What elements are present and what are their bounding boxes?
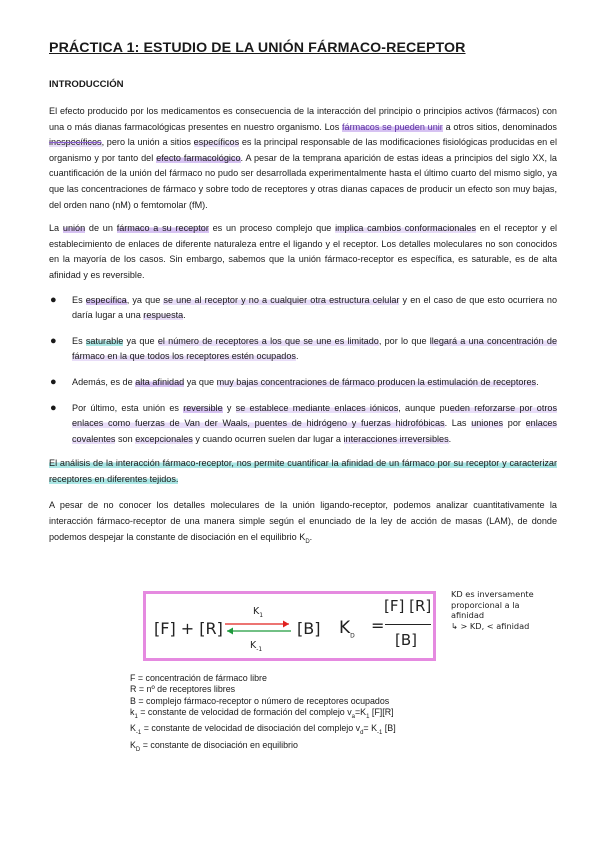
text-run: a otros sitios, denominados xyxy=(442,121,557,132)
highlight: fármaco a su receptor xyxy=(116,223,209,234)
text-run: , pero la unión a sitios xyxy=(101,137,194,148)
subscript: -1 xyxy=(135,730,142,737)
text-run: [F][R] xyxy=(369,707,394,718)
text-run: en el receptor y el establecimiento de enlaces de diferente naturaleza entre el ligando y el receptor. Los detalles moleculares no son conocidos en la mayoría de los casos. Sin embargo, sabemos que la unión fármaco-receptor es específica, es saturable, es de alta afinidad y es reversible. xyxy=(49,223,558,280)
definition-item xyxy=(130,723,396,739)
text-run: =K xyxy=(355,707,367,718)
fraction-bar xyxy=(385,624,431,625)
highlight: reversible xyxy=(183,402,223,413)
k-minus1-label xyxy=(250,640,262,653)
fraction-numerator: [F] [R] xyxy=(384,597,432,615)
text-run: , aunque pu xyxy=(398,402,450,413)
text-run: . Las xyxy=(444,418,472,429)
text-run: k xyxy=(130,707,135,718)
text-run: Por último, esta unión es xyxy=(72,402,184,413)
list-item xyxy=(49,293,557,324)
bullet-icon: ● xyxy=(50,293,57,306)
equilibrium-arrows xyxy=(223,618,293,638)
subscript: 1 xyxy=(134,714,138,720)
highlight: eden reforzarse por otros enlaces como fuerzas de Van der Waals, puentes de hidrógeno y fuerzas hidrofóbicas xyxy=(72,402,557,429)
highlight: el número de receptores a los que se une es limitado xyxy=(157,335,379,346)
kd-letter: K xyxy=(339,618,351,638)
key-sentence xyxy=(49,456,557,487)
equals-sign: = xyxy=(371,616,385,635)
k1-symbol: K xyxy=(253,606,260,617)
text-run: = constante de velocidad de formación del complejo v xyxy=(137,707,352,718)
text-run: Es xyxy=(72,335,86,346)
highlight: respuesta xyxy=(143,310,184,321)
highlight: fármacos se pueden unir xyxy=(342,121,443,132)
equation-box xyxy=(143,591,436,661)
list-item xyxy=(49,401,557,448)
note-line: ↳ > KD, < afinidad xyxy=(451,620,530,631)
highlight: inespecíficos xyxy=(49,137,102,148)
subscript: D xyxy=(305,538,310,545)
text-run: La xyxy=(49,223,63,234)
definition-item: R = nº de receptores libres xyxy=(130,684,236,695)
highlight: alta afinidad xyxy=(135,376,185,387)
highlight: saturable xyxy=(85,335,124,346)
subscript: D xyxy=(350,632,355,640)
highlight: específicos xyxy=(193,137,240,148)
subscript: a xyxy=(351,714,355,720)
lam-paragraph: A pesar de no conocer los detalles moleculares de la unión ligando-receptor, podemos analizar cuantitativamente la interacción fármaco-receptor de una manera simple según el enunciado de la ley de acción de masas (LAM), de donde podemos despejar la constante de disociación en el equilibrio $K_D$. xyxy=(49,500,557,545)
subscript: 1 xyxy=(366,714,370,720)
text-run: A pesar de no conocer los detalles moleculares de la unión ligando-receptor, podemos analizar cuantitativamente la interacción fármaco-receptor de una manera simple según el enunciado de la ley de acción de masas (LAM), de donde podemos despejar la constante de disociación en el equilibrio K xyxy=(49,500,557,542)
highlight: muy bajas concentraciones de fármaco producen la estimulación de receptores xyxy=(216,376,537,387)
subscript: 1 xyxy=(259,611,264,619)
text-run: K xyxy=(130,723,136,734)
highlight: implica cambios conformacionales xyxy=(335,223,477,234)
k-minus1-symbol: K xyxy=(250,640,257,651)
bullet-icon: ● xyxy=(50,401,57,414)
properties-list xyxy=(49,293,557,448)
text-run: Además, es de xyxy=(72,376,136,387)
text-run: El efecto producido por los medicamentos es consecuencia de la interacción del principio o principios activos (fármacos) con una o más dianas farmacológicas presentes en nuestro organismo. Los xyxy=(49,106,557,132)
text-run: es la principal responsable de las modificaciones fisiológicas producidas en el organismo y por tanto del xyxy=(49,137,557,163)
highlight: El análisis de la interacción fármaco-receptor, nos permite cuantificar la afinidad de un fármaco por su receptor y caracterizar receptores en diferentes tejidos. xyxy=(49,458,557,484)
document-page xyxy=(49,40,557,550)
text-run: [B] xyxy=(382,723,396,734)
highlight: llegará a una concentración de fármaco en la que todos los receptores estén ocupados xyxy=(72,335,558,362)
highlight: interacciones irreversibles xyxy=(343,433,449,444)
highlight: se establece mediante enlaces iónicos xyxy=(235,402,399,413)
highlight: efecto farmacológico xyxy=(156,152,241,163)
list-item xyxy=(49,375,557,391)
text-run: y en el caso de que esto ocurriera no daría lugar a una xyxy=(72,294,557,321)
definition-item: F = concentración de fármaco libre xyxy=(130,673,267,683)
text-run: , ya que xyxy=(126,294,164,305)
text-run: = K xyxy=(363,723,377,734)
section-heading: INTRODUCCIÓN xyxy=(49,79,124,90)
highlight: excepcionales xyxy=(135,433,193,444)
page-title: PRÁCTICA 1: ESTUDIO DE LA UNIÓN FÁRMACO-RECEPTOR xyxy=(49,40,466,56)
definitions-list xyxy=(130,673,396,756)
text-run: ya que xyxy=(123,335,158,346)
definition-item xyxy=(130,707,396,723)
highlight: específica xyxy=(85,294,127,305)
note-line: KD es inversamente xyxy=(451,589,534,599)
text-run: = constante de disociación en equilibrio xyxy=(140,739,298,750)
highlight: uniones xyxy=(471,418,504,429)
text-run: y xyxy=(222,402,236,413)
text-run: = constante de velocidad de disociación del complejo v xyxy=(141,723,361,734)
definition-item xyxy=(130,740,396,756)
text-run: Es xyxy=(72,294,86,305)
kd-symbol xyxy=(339,618,355,639)
text-run: . xyxy=(183,310,186,321)
intro-paragraph-1 xyxy=(49,104,557,213)
subscript: -1 xyxy=(377,730,383,737)
list-item xyxy=(49,334,557,365)
text-run: K xyxy=(130,739,136,750)
text-run: . xyxy=(295,351,299,362)
equation-reactants: [F] + [R] xyxy=(154,619,223,638)
definition-item: B = complejo fármaco-receptor o número de receptores ocupados xyxy=(130,695,390,706)
text-run: . A pesar de la temprana aparición de estas ideas a principios del siglo XX, la cuantificación de la unión del fármaco no pudo ser desarrollada experimentalmente hasta el último cuarto del mismo siglo, ya que las concentraciones de fármaco y sobre todo de receptores y otras dianas capaces de producir un efecto son muy bajas, del orden nano (nM) o femtomolar (fM). xyxy=(49,152,557,210)
handwritten-note xyxy=(451,589,563,631)
text-run: . xyxy=(536,376,539,387)
text-run: , por lo que xyxy=(378,335,430,346)
note-line: afinidad xyxy=(451,610,485,621)
intro-paragraph-2 xyxy=(49,221,557,283)
subscript: d xyxy=(360,730,364,737)
text-run: son xyxy=(115,433,136,444)
text-run: ya que xyxy=(184,376,217,387)
text-run: es un proceso complejo que xyxy=(208,223,336,234)
text-run: y cuando ocurren suelen dar lugar a xyxy=(192,433,344,444)
highlight: unión xyxy=(62,223,86,234)
text-run: de un xyxy=(85,223,117,234)
bullet-icon: ● xyxy=(50,375,57,388)
note-line: proporcional a la xyxy=(451,599,520,610)
k1-label xyxy=(253,606,263,619)
text-run: . xyxy=(448,433,452,444)
forward-arrowhead xyxy=(283,621,289,628)
highlight: enlaces covalentes xyxy=(72,418,557,444)
text-run: por xyxy=(503,418,526,429)
reverse-arrowhead xyxy=(227,628,233,635)
subscript: D xyxy=(135,746,141,753)
fraction-denominator: [B] xyxy=(395,631,417,649)
equation-product: [B] xyxy=(297,619,321,638)
bullet-icon: ● xyxy=(50,334,57,347)
highlight: se une al receptor y no a cualquier otra estructura celular xyxy=(163,294,400,305)
subscript: -1 xyxy=(256,645,263,653)
